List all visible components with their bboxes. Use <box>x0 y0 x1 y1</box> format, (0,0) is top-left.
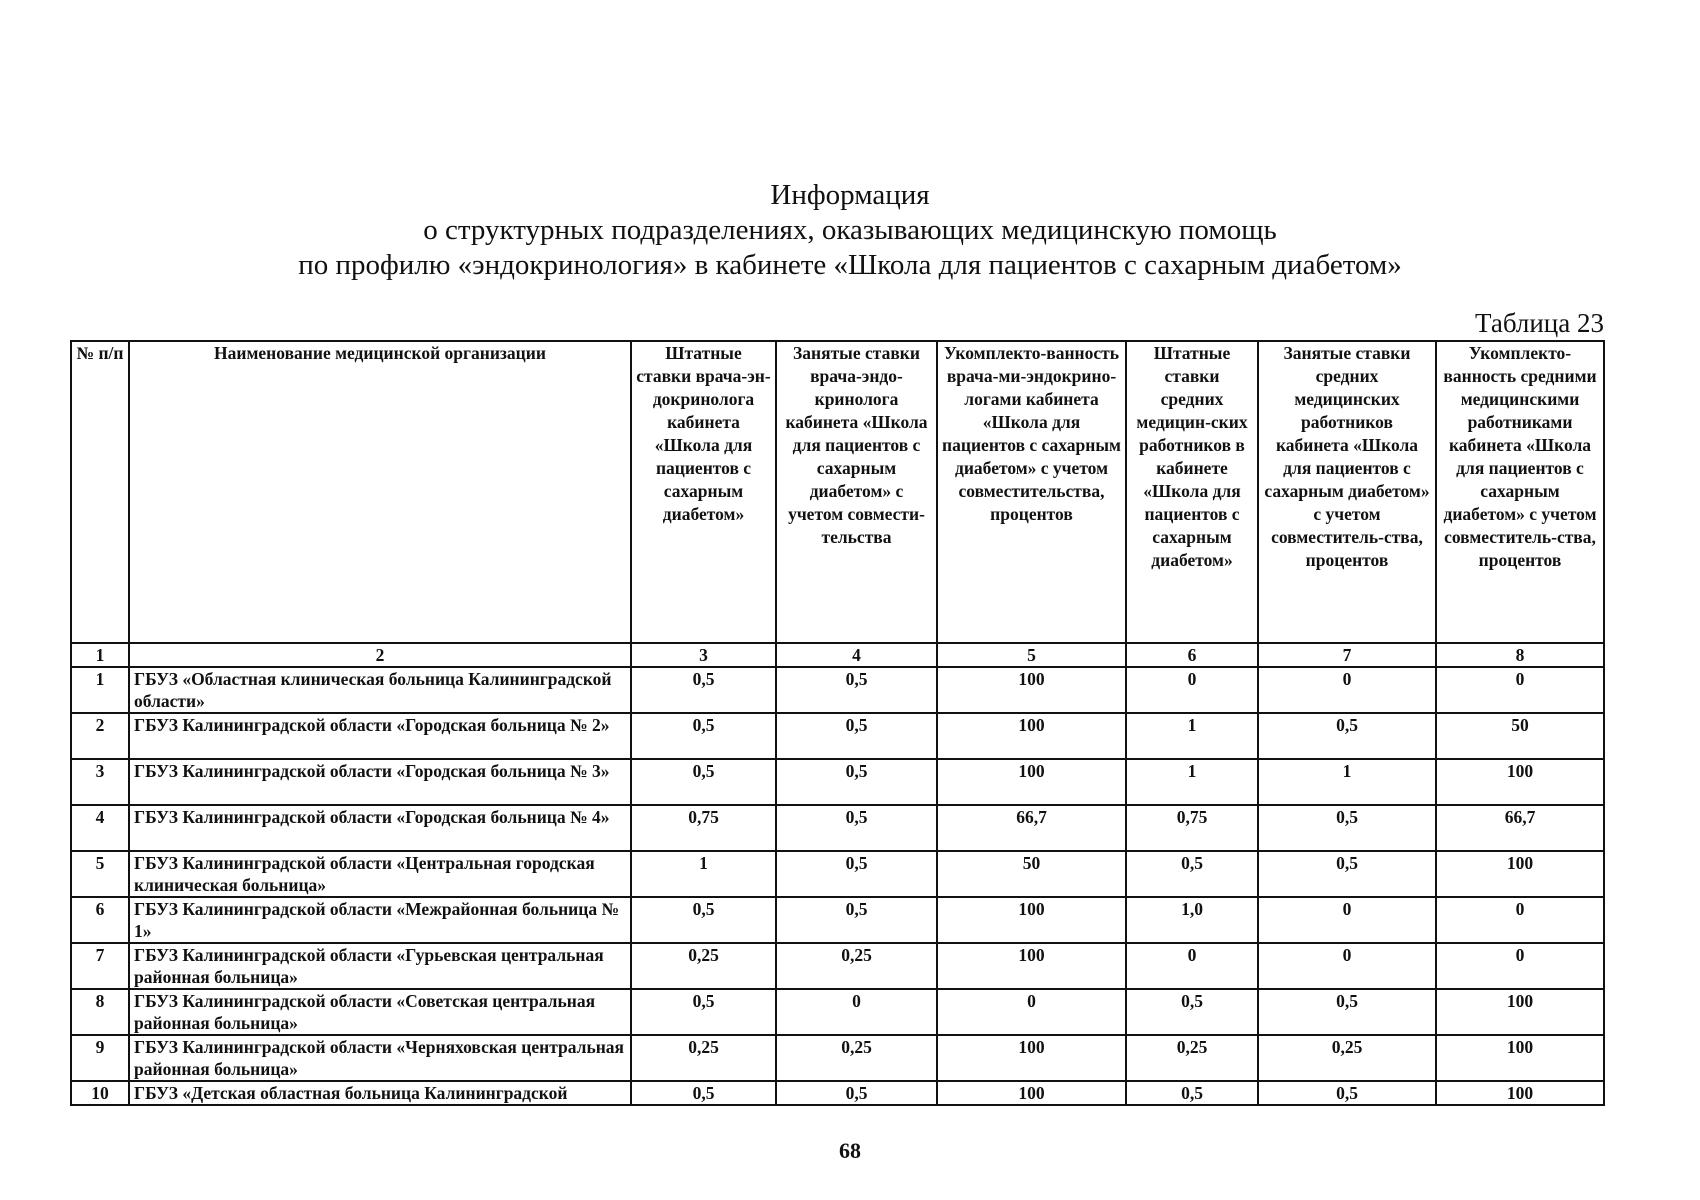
cell-col-6: 1,0 <box>1126 897 1258 943</box>
title-line-3: по профилю «эндокринология» в кабинете «Школа для пациентов с сахарным диабетом» <box>298 249 1402 281</box>
column-number: 8 <box>1436 643 1604 667</box>
cell-col-3: 0,5 <box>631 759 776 805</box>
table-row <box>71 1035 1604 1081</box>
staffing-table <box>70 340 1605 1106</box>
cell-col-5: 50 <box>937 851 1126 897</box>
cell-col-7: 1 <box>1258 759 1436 805</box>
row-number: 2 <box>71 713 129 759</box>
cell-col-5: 0 <box>937 989 1126 1035</box>
column-number: 5 <box>937 643 1126 667</box>
cell-col-6: 0,5 <box>1126 851 1258 897</box>
title-line-2: о структурных подразделениях, оказывающих медицинскую помощь <box>423 214 1277 246</box>
cell-col-8: 0 <box>1436 897 1604 943</box>
org-name: ГБУЗ Калининградской области «Городская больница № 3» <box>129 759 631 805</box>
row-number: 6 <box>71 897 129 943</box>
table-row <box>71 851 1604 897</box>
document-title <box>0 178 1700 283</box>
cell-col-4: 0 <box>776 989 937 1035</box>
header-org-name: Наименование медицинской организации <box>129 341 631 643</box>
org-name: ГБУЗ Калининградской области «Городская больница № 2» <box>129 713 631 759</box>
org-name: ГБУЗ «Детская областная больница Калининградской <box>129 1081 631 1105</box>
cell-col-6: 0 <box>1126 943 1258 989</box>
table-row <box>71 759 1604 805</box>
cell-col-6: 0,75 <box>1126 805 1258 851</box>
cell-col-5: 100 <box>937 1035 1126 1081</box>
cell-col-3: 0,25 <box>631 943 776 989</box>
cell-col-8: 100 <box>1436 1081 1604 1105</box>
table-row <box>71 897 1604 943</box>
column-number-row <box>71 643 1604 667</box>
table-row <box>71 943 1604 989</box>
header-col-6: Штатные ставки средних медицин-ских работников в кабинете «Школа для пациентов с сахарным диабетом» <box>1126 341 1258 643</box>
cell-col-7: 0,5 <box>1258 713 1436 759</box>
table-label: Таблица 23 <box>1475 308 1604 338</box>
cell-col-4: 0,5 <box>776 667 937 713</box>
cell-col-6: 0,5 <box>1126 1081 1258 1105</box>
cell-col-3: 0,5 <box>631 667 776 713</box>
cell-col-5: 100 <box>937 943 1126 989</box>
header-col-4: Занятые ставки врача-эндо-кринолога кабинета «Школа для пациентов с сахарным диабетом» с учетом совмести-тельства <box>776 341 937 643</box>
org-name: ГБУЗ Калининградской области «Городская больница № 4» <box>129 805 631 851</box>
cell-col-3: 0,5 <box>631 1081 776 1105</box>
cell-col-8: 100 <box>1436 989 1604 1035</box>
cell-col-6: 0 <box>1126 667 1258 713</box>
table-row <box>71 713 1604 759</box>
row-number: 3 <box>71 759 129 805</box>
cell-col-5: 100 <box>937 667 1126 713</box>
title-line-1: Информация <box>770 179 930 211</box>
header-col-8: Укомплекто-ванность средними медицинскими работниками кабинета «Школа для пациентов с сахарным диабетом» с учетом совместитель-ства, процентов <box>1436 341 1604 643</box>
org-name: ГБУЗ Калининградской области «Межрайонная больница № 1» <box>129 897 631 943</box>
table-row <box>71 805 1604 851</box>
header-col-3: Штатные ставки врача-эн-докринолога кабинета «Школа для пациентов с сахарным диабетом» <box>631 341 776 643</box>
cell-col-4: 0,5 <box>776 1081 937 1105</box>
cell-col-4: 0,5 <box>776 713 937 759</box>
org-name: ГБУЗ Калининградской области «Черняховская центральная районная больница» <box>129 1035 631 1081</box>
cell-col-7: 0 <box>1258 897 1436 943</box>
table-row <box>71 1081 1604 1105</box>
cell-col-8: 0 <box>1436 943 1604 989</box>
cell-col-5: 100 <box>937 1081 1126 1105</box>
row-number: 8 <box>71 989 129 1035</box>
header-col-5: Укомплекто-ванность врача-ми-эндокрино-логами кабинета «Школа для пациентов с сахарным диабетом» с учетом совместительства, процентов <box>937 341 1126 643</box>
cell-col-3: 0,5 <box>631 989 776 1035</box>
header-col-7: Занятые ставки средних медицинских работников кабинета «Школа для пациентов с сахарным диабетом» с учетом совместитель-ства, процентов <box>1258 341 1436 643</box>
cell-col-8: 100 <box>1436 1035 1604 1081</box>
cell-col-3: 0,5 <box>631 897 776 943</box>
cell-col-3: 0,25 <box>631 1035 776 1081</box>
cell-col-4: 0,25 <box>776 943 937 989</box>
cell-col-7: 0 <box>1258 667 1436 713</box>
cell-col-7: 0,5 <box>1258 805 1436 851</box>
cell-col-8: 0 <box>1436 667 1604 713</box>
org-name: ГБУЗ Калининградской области «Советская центральная районная больница» <box>129 989 631 1035</box>
column-number: 1 <box>71 643 129 667</box>
org-name: ГБУЗ «Областная клиническая больница Калининградской области» <box>129 667 631 713</box>
header-row <box>71 341 1604 643</box>
column-number: 2 <box>129 643 631 667</box>
column-number: 6 <box>1126 643 1258 667</box>
cell-col-5: 66,7 <box>937 805 1126 851</box>
row-number: 9 <box>71 1035 129 1081</box>
cell-col-7: 0,25 <box>1258 1035 1436 1081</box>
cell-col-5: 100 <box>937 713 1126 759</box>
table-row <box>71 667 1604 713</box>
cell-col-4: 0,5 <box>776 851 937 897</box>
cell-col-4: 0,25 <box>776 1035 937 1081</box>
column-number: 3 <box>631 643 776 667</box>
header-num: № п/п <box>71 341 129 643</box>
org-name: ГБУЗ Калининградской области «Гурьевская центральная районная больница» <box>129 943 631 989</box>
cell-col-6: 0,25 <box>1126 1035 1258 1081</box>
cell-col-3: 0,5 <box>631 713 776 759</box>
cell-col-4: 0,5 <box>776 759 937 805</box>
cell-col-8: 100 <box>1436 759 1604 805</box>
row-number: 5 <box>71 851 129 897</box>
cell-col-5: 100 <box>937 897 1126 943</box>
cell-col-7: 0,5 <box>1258 1081 1436 1105</box>
cell-col-6: 1 <box>1126 713 1258 759</box>
cell-col-8: 100 <box>1436 851 1604 897</box>
cell-col-3: 0,75 <box>631 805 776 851</box>
row-number: 4 <box>71 805 129 851</box>
cell-col-8: 50 <box>1436 713 1604 759</box>
cell-col-7: 0,5 <box>1258 851 1436 897</box>
cell-col-8: 66,7 <box>1436 805 1604 851</box>
org-name: ГБУЗ Калининградской области «Центральная городская клиническая больница» <box>129 851 631 897</box>
cell-col-3: 1 <box>631 851 776 897</box>
cell-col-7: 0 <box>1258 943 1436 989</box>
table-row <box>71 989 1604 1035</box>
cell-col-4: 0,5 <box>776 897 937 943</box>
cell-col-4: 0,5 <box>776 805 937 851</box>
cell-col-6: 0,5 <box>1126 989 1258 1035</box>
row-number: 1 <box>71 667 129 713</box>
cell-col-5: 100 <box>937 759 1126 805</box>
page-number: 68 <box>839 1138 861 1163</box>
cell-col-6: 1 <box>1126 759 1258 805</box>
row-number: 7 <box>71 943 129 989</box>
column-number: 4 <box>776 643 937 667</box>
column-number: 7 <box>1258 643 1436 667</box>
cell-col-7: 0,5 <box>1258 989 1436 1035</box>
row-number: 10 <box>71 1081 129 1105</box>
